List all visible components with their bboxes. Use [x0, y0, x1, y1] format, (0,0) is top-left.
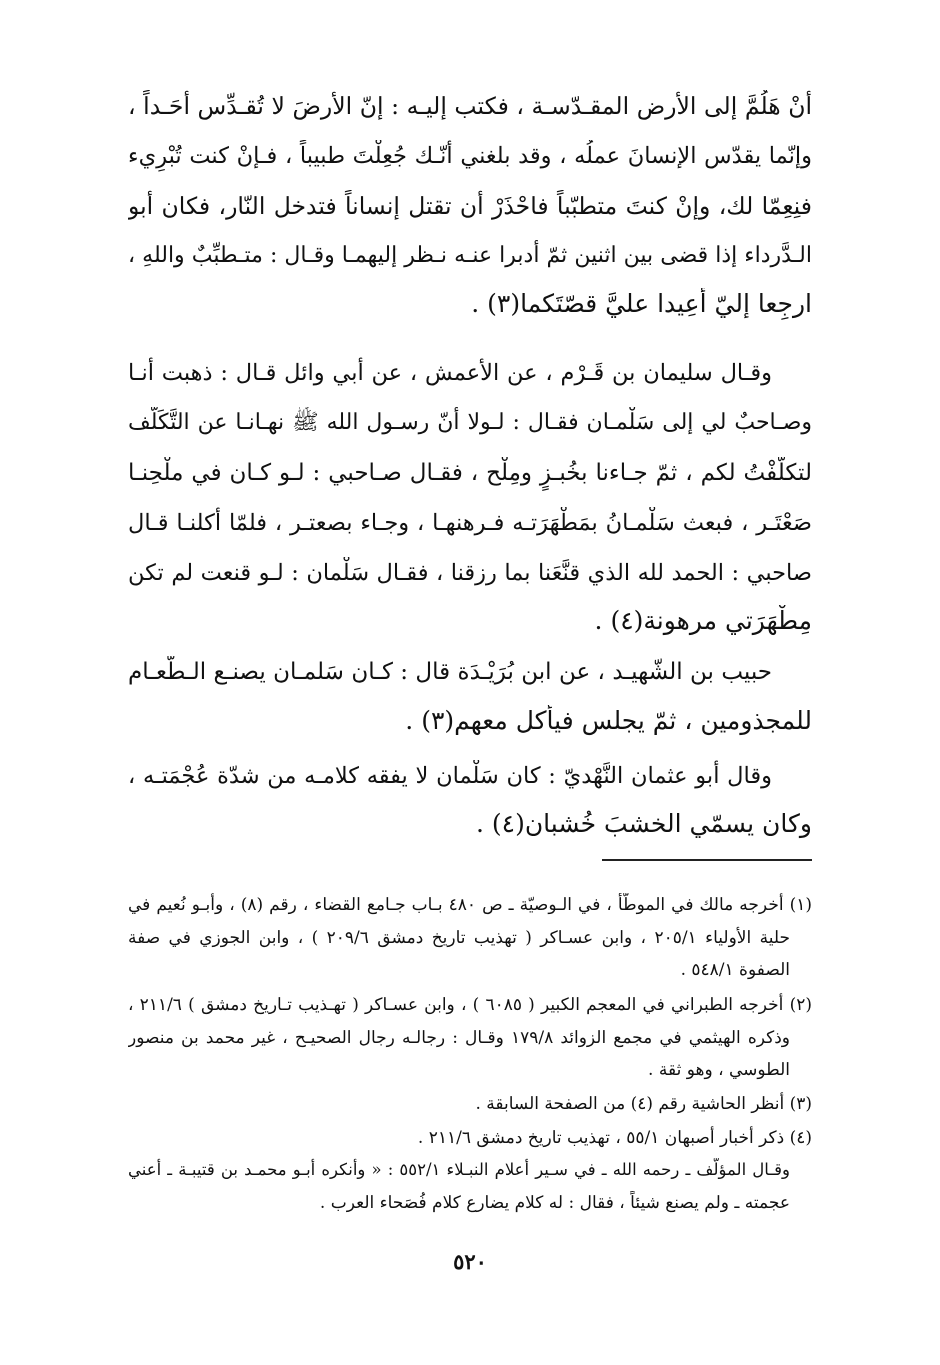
footnote-line: عجمته ـ ولم يصنع شيئاً ، فقال : له كلام يضارع كلام فُصَحاء العرب . [319, 1193, 790, 1213]
footnote-line: الطوسي ، وهو ثقة . [648, 1060, 790, 1080]
body-line: أنْ هَلُمَّ إلى الأرض المقـدّسـة ، فكتب إليـه : إنّ الأرضَ لا تُقـدِّس أحَـداً ، [128, 92, 812, 120]
body-line: للمجذومين ، ثمّ يجلس فيأكل معهم(٣) . [405, 706, 812, 735]
footnote-line: (٤) ذكر أخبار أصبهان ٥٥/١ ، تهذيب تاريخ دمشق ٢١١/٦ . [417, 1128, 812, 1148]
body-line: مِطْهَرَتي مرهونة(٤) . [594, 606, 812, 635]
body-line: ارجِعا إليّ أعِيدا عليَّ قصّتَكما(٣) . [471, 289, 812, 318]
body-line: وكان يسمّي الخشبَ خُشبان(٤) . [475, 809, 812, 838]
body-line: وقـال سليمان بن قَـرْم ، عن الأعمش ، عن أبي وائل قـال : ذهبت أنـا [128, 360, 772, 386]
footnote-line: (٣) أنظر الحاشية رقم (٤) من الصفحة السابقة . [475, 1094, 812, 1114]
footnote-line: وذكره الهيثمي في مجمع الزوائد ١٧٩/٨ وقـال : رجالـه رجال الصحيـح ، غير محمد بن منصور [128, 1028, 790, 1048]
body-line: فنِعِمّا لك، وإنْ كنتَ متطبّباً فاحْذَرْ أن تقتل إنساناً فتدخل النّار، فكان أبو [128, 192, 812, 220]
footnote-line: (٢) أخرجه الطبراني في المعجم الكبير ( ٦٠٨٥ ) ، وابن عسـاكر ( تهـذيب تـاريخ دمشق ) ٢١١/٦ ، [128, 995, 812, 1015]
footnote-divider [602, 859, 812, 861]
body-line: صَعْتَـر ، فبعث سَلْمـانُ بمَطْهَرَتـه فـرهنهـا ، وجـاء بصعتـر ، فلمّا أكلنـا قـال [128, 510, 812, 536]
footnote-line: حلية الأولياء ٢٠٥/١ ، وابن عسـاكر ( تهذيب تاريخ دمشق ٢٠٩/٦ ) ، وابن الجوزي في صفة [128, 928, 790, 948]
body-line: صاحبي : الحمد لله الذي قنَّعَنا بما رزقنا ، فقـال سَلْمان : لـو قنعت لم تكن [128, 560, 812, 586]
body-line: وقال أبو عثمان النَّهْديّ : كان سَلْمان لا يفقه كلامـه من شدّة عُجْمَتـه ، [128, 763, 772, 789]
footnote-line: الصفوة ٥٤٨/١ . [680, 960, 790, 980]
body-line: الـدَّرداء إذا قضى بين اثنين ثمّ أدبرا عنـه نـظر إليهمـا وقـال : متـطبِّبٌ واللهِ ، [128, 243, 812, 268]
page-number: ٥٢٠ [453, 1249, 487, 1274]
body-line: لتكلَّفْتُ لكم ، ثمّ جـاءنا بخُبـزٍ ومِلْح ، فقـال صـاحبي : لـو كـان في ملْحِنـا [128, 460, 812, 486]
body-line: وصـاحبٌ لي إلى سَلْمـان فقـال : لـولا أنّ رسـول الله ﷺ نهـانـا عن التَّكَلُّف [128, 410, 812, 435]
footnote-line: وقـال المؤلّف ـ رحمه الله ـ في سـير أعلام النبـلاء ٥٥٢/١ : « وأنكره أبـو محمـد بن قتيبـة ـ أعني [128, 1160, 790, 1179]
footnote-line: (١) أخرجه مالك في الموطّأ ، في الـوصيّة ـ ص ٤٨٠ بـاب جـامع القضاء ، رقم (٨) ، وأبـو نُعيم في [128, 895, 812, 915]
body-line: وإنّما يقدّس الإنسانَ عملُه ، وقد بلغني أنّـك جُعِلْتَ طبيباً ، فـإنْ كنت تُبْرِيء [128, 143, 812, 169]
body-line: حبيب بن الشّهيـد ، عن ابن بُرَيْـدَة قال : كـان سَلمـان يصنـع الـطّعـام [128, 659, 772, 685]
